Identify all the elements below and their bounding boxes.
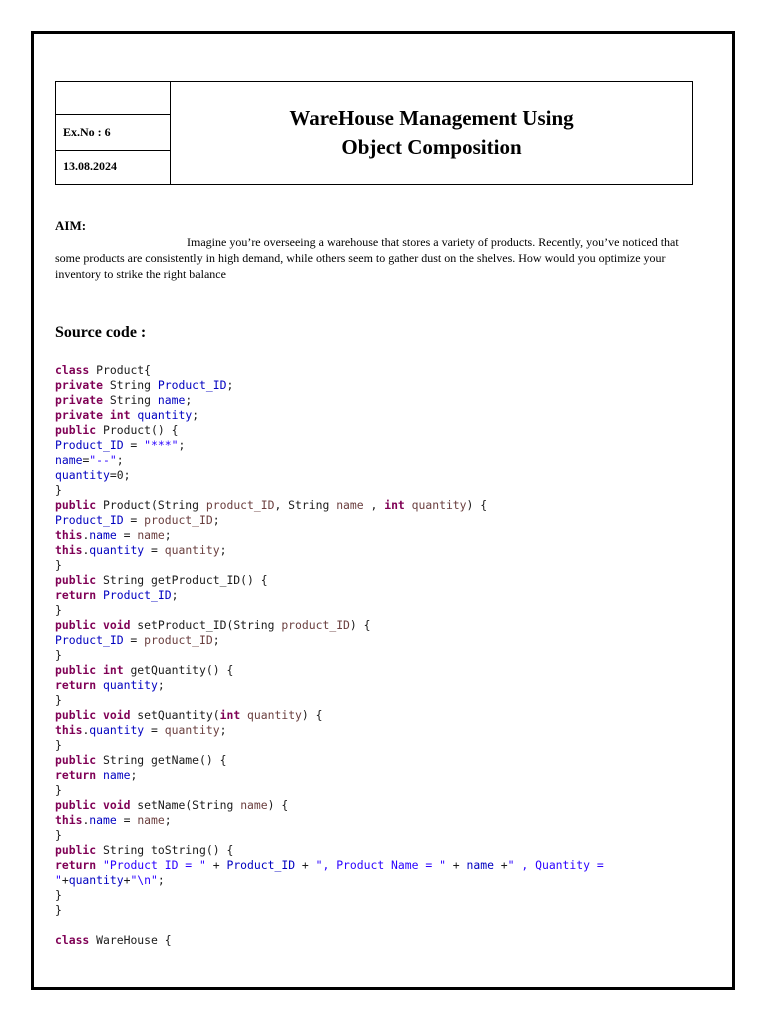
document-title [171,104,692,162]
code-token: void [103,798,131,812]
code-token: + [205,858,227,872]
code-token: quantity [103,678,158,692]
code-token: quantity [247,708,302,722]
code-token: = [82,453,90,467]
code-line [55,453,715,468]
code-token [96,858,103,872]
code-line [55,393,715,408]
code-token: ; [164,813,172,827]
code-token: quantity [89,543,145,557]
code-line [55,498,715,513]
code-token: name [103,768,131,782]
code-line [55,843,715,858]
date-cell [56,151,170,184]
code-token: class [55,363,90,377]
code-token: ", Product Name = " [315,858,446,872]
code-token: public [55,423,97,437]
code-token: private [55,378,104,392]
code-token: product_ID [281,618,350,632]
code-line [55,408,715,423]
code-line [55,918,715,933]
code-token: public [55,798,97,812]
code-token: ; [226,378,234,392]
code-token: } [55,828,62,842]
code-token: quantity [68,873,124,887]
code-line [55,483,715,498]
header-table [55,81,693,185]
code-token: public [55,753,97,767]
code-line [55,678,715,693]
code-token: = [144,723,165,737]
code-token: } [55,783,62,797]
code-token: ; [157,873,165,887]
code-line [55,903,715,918]
aim-label: AIM: [55,218,87,233]
code-token: quantity [164,543,220,557]
code-token: WareHouse { [89,933,172,947]
code-line [55,618,715,633]
code-token: } [55,558,62,572]
code-token: "Product ID = " [103,858,206,872]
code-line [55,933,715,948]
code-token [103,408,110,422]
code-token: ; [212,633,220,647]
code-line [55,663,715,678]
code-token: public [55,663,97,677]
code-token: } [55,693,62,707]
code-token: ) { [466,498,488,512]
code-line [55,738,715,753]
code-token: + [295,858,316,872]
code-token: product_ID [205,498,275,512]
code-line [55,573,715,588]
header-empty-cell [56,82,170,115]
code-token: Product{ [89,363,152,377]
code-token: Product_ID [55,633,124,647]
code-token: public [55,498,97,512]
code-token: } [55,648,62,662]
exercise-date: 13.08.2024 [63,159,117,173]
code-token: String getProduct_ID() { [96,573,268,587]
code-token [96,618,103,632]
code-line [55,558,715,573]
code-line [55,513,715,528]
code-line [55,798,715,813]
code-token: Product_ID [103,588,172,602]
code-token: this [55,723,83,737]
code-token: ; [192,408,200,422]
code-token: + [445,858,467,872]
header-info-column [56,82,171,184]
code-line [55,423,715,438]
code-line [55,708,715,723]
code-token: } [55,483,62,497]
exercise-number: Ex.No : 6 [63,125,111,139]
code-token: setQuantity( [130,708,220,722]
code-token [96,663,103,677]
code-token: this [55,543,83,557]
code-token: this [55,813,83,827]
code-token: + [493,858,508,872]
code-token: ; [130,768,138,782]
code-line [55,783,715,798]
code-token: name [55,453,83,467]
code-token: void [103,618,131,632]
code-token: ) { [301,708,323,722]
code-token: class [55,933,90,947]
code-token: quantity [164,723,220,737]
code-token: return [55,678,97,692]
code-token: "--" [89,453,117,467]
code-line [55,888,715,903]
code-token: ; [164,528,172,542]
code-token: "\n" [130,873,158,887]
code-line [55,378,715,393]
code-token: "***" [144,438,179,452]
code-token: . [82,813,90,827]
code-token: public [55,573,97,587]
code-token: = [123,513,145,527]
code-token: void [103,708,131,722]
title-line-2: Object Composition [341,135,522,159]
code-line [55,468,715,483]
code-token: } [55,888,62,902]
code-token: name [466,858,494,872]
code-token: getQuantity() { [123,663,234,677]
code-token: name [137,528,165,542]
source-code-heading: Source code : [55,324,147,341]
aim-description: Imagine you’re overseeing a warehouse that stores a variety of products. Recently, you’ve noticed that some products are consistently in high demand, while others seem to gather dust on the shelves. How would you optimize your inventory to strike the right balance [55,235,679,281]
code-token: String [103,393,158,407]
code-token: this [55,528,83,542]
code-token: private [55,408,104,422]
code-token: return [55,588,97,602]
code-token: private [55,393,104,407]
code-line [55,813,715,828]
code-token: public [55,618,97,632]
code-token: public [55,708,97,722]
code-token: int [219,708,241,722]
code-token: int [384,498,405,512]
code-token: = [123,438,145,452]
code-token: =0; [109,468,131,482]
code-token [96,768,103,782]
code-token: quantity [55,468,110,482]
code-line [55,528,715,543]
code-token: int [109,408,131,422]
code-line [55,828,715,843]
code-token: , String [274,498,337,512]
code-token [96,588,103,602]
code-token: quantity [89,723,145,737]
code-token [96,708,103,722]
code-token: name [137,813,165,827]
code-line [55,753,715,768]
code-token: ) { [267,798,289,812]
source-code-block [55,363,715,948]
code-token: ; [116,453,124,467]
code-line [55,363,715,378]
code-token: = [116,813,138,827]
code-token: return [55,768,97,782]
code-line [55,648,715,663]
code-token: " , Quantity = [507,858,611,872]
code-token: quantity [137,408,193,422]
code-token: ; [185,393,193,407]
code-token: ; [212,513,220,527]
code-token: = [123,633,145,647]
code-token: name [89,528,117,542]
code-token: ; [178,438,186,452]
code-token: return [55,858,97,872]
code-token: setProduct_ID(String [130,618,282,632]
code-line [55,438,715,453]
code-token: int [103,663,124,677]
code-token: quantity [411,498,467,512]
code-token: name [240,798,268,812]
code-token: ; [171,588,179,602]
code-token: ) { [349,618,371,632]
code-token: = [116,528,138,542]
code-token: Product(String [96,498,206,512]
code-token [96,798,103,812]
code-token: ; [157,678,165,692]
code-token: ; [219,543,227,557]
code-token: setName(String [130,798,241,812]
code-line [55,768,715,783]
code-line [55,693,715,708]
code-token: } [55,603,62,617]
code-token: + [123,873,131,887]
code-token [96,678,103,692]
code-token: Product_ID [226,858,296,872]
code-line [55,633,715,648]
exercise-number-cell [56,115,170,151]
code-token: Product_ID [55,513,124,527]
code-token: String toString() { [96,843,234,857]
code-token: ; [219,723,227,737]
code-token: Product_ID [55,438,124,452]
code-token: public [55,843,97,857]
code-token: , [363,498,385,512]
code-token: product_ID [144,513,213,527]
code-token: . [82,543,90,557]
code-token: " [55,873,62,887]
code-line [55,723,715,738]
code-line [55,873,715,888]
code-line [55,543,715,558]
code-token [405,498,412,512]
code-token: name [89,813,117,827]
code-token: + [61,873,69,887]
code-token: name [336,498,364,512]
code-token: String [103,378,158,392]
code-token: } [55,903,62,917]
code-token: = [144,543,165,557]
code-token: name [157,393,186,407]
code-token: . [82,723,90,737]
code-token: . [82,528,90,542]
code-token: product_ID [144,633,213,647]
code-line [55,588,715,603]
code-line [55,603,715,618]
code-token: String getName() { [96,753,227,767]
code-line [55,858,715,873]
code-token: } [55,738,62,752]
code-token: Product() { [96,423,179,437]
code-token: Product_ID [157,378,227,392]
title-line-1: WareHouse Management Using [289,106,574,130]
